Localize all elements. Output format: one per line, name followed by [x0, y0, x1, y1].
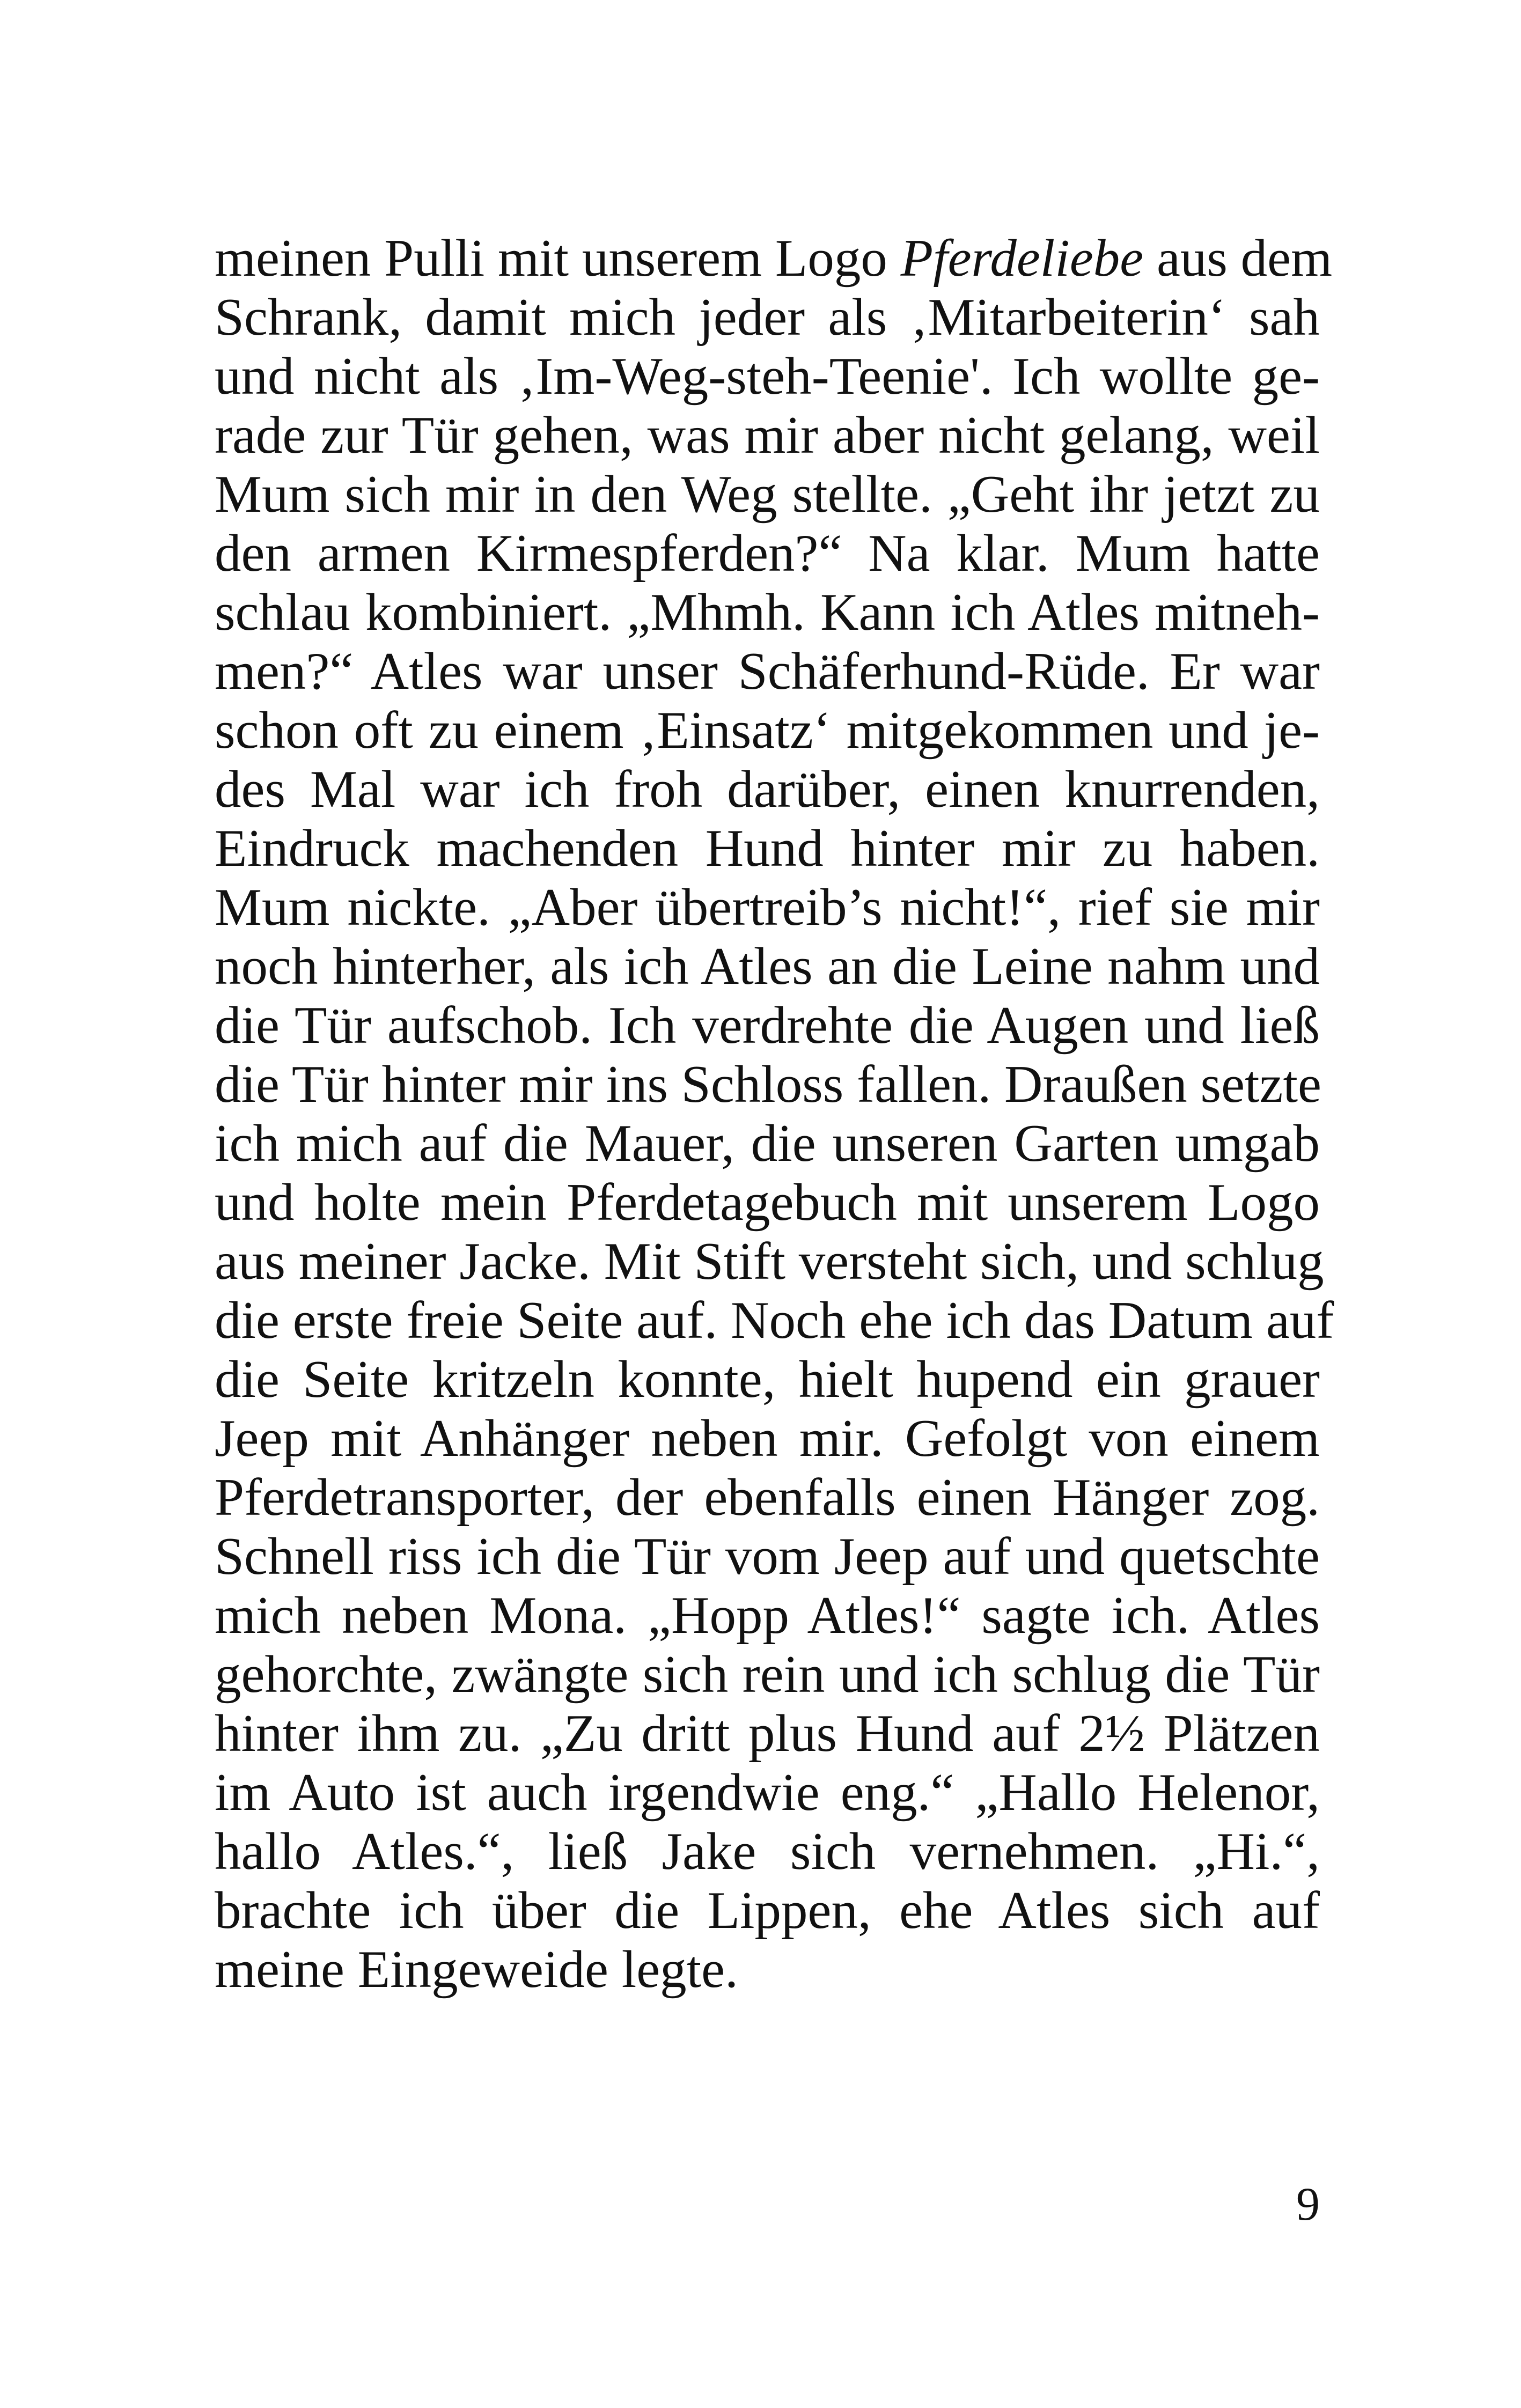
text-line	[215, 524, 1320, 583]
text-line	[215, 1527, 1320, 1586]
text-run: schon oft zu einem ‚Einsatz‘ mitgekommen und je-	[215, 701, 1320, 760]
text-run: aus dem	[1143, 229, 1333, 288]
text-run: hinter ihm zu. „Zu dritt plus Hund auf 2½ Plätzen	[215, 1704, 1320, 1763]
text-line	[215, 819, 1320, 878]
text-line	[215, 1173, 1320, 1232]
text-line	[215, 878, 1320, 937]
text-line	[215, 406, 1320, 465]
text-line	[215, 1468, 1320, 1527]
text-run: Schnell riss ich die Tür vom Jeep auf und quetschte	[215, 1527, 1320, 1586]
text-line	[215, 1114, 1320, 1173]
text-run: Mum sich mir in den Weg stellte. „Geht ihr jetzt zu	[215, 465, 1320, 524]
text-run: hallo Atles.“, ließ Jake sich vernehmen. „Hi.“,	[215, 1822, 1320, 1881]
text-run: und nicht als ‚Im-Weg-steh-Teenie'. Ich wollte ge-	[215, 347, 1320, 406]
text-run: die Tür aufschob. Ich verdrehte die Augen und ließ	[215, 996, 1320, 1055]
text-run: meine Eingeweide legte.	[215, 1940, 738, 1999]
text-line	[215, 347, 1320, 406]
text-run: gehorchte, zwängte sich rein und ich schlug die Tür	[215, 1645, 1320, 1704]
text-run: des Mal war ich froh darüber, einen knurrenden,	[215, 760, 1320, 819]
text-line	[215, 1940, 1320, 1999]
text-line	[215, 1350, 1320, 1409]
text-line	[215, 465, 1320, 524]
text-line	[215, 583, 1320, 642]
text-line	[215, 1409, 1320, 1468]
text-run: Mum nickte. „Aber übertreib’s nicht!“, rief sie mir	[215, 878, 1320, 937]
text-run: noch hinterher, als ich Atles an die Leine nahm und	[215, 937, 1320, 996]
text-line	[215, 229, 1333, 288]
text-run: Eindruck machenden Hund hinter mir zu haben.	[215, 819, 1320, 878]
text-run: den armen Kirmespferden?“ Na klar. Mum hatte	[215, 524, 1320, 583]
text-line	[215, 760, 1320, 819]
text-run: schlau kombiniert. „Mhmh. Kann ich Atles mitneh-	[215, 583, 1320, 642]
text-run: mich neben Mona. „Hopp Atles!“ sagte ich. Atles	[215, 1586, 1320, 1645]
text-run: Jeep mit Anhänger neben mir. Gefolgt von einem	[215, 1409, 1320, 1468]
text-run: aus meiner Jacke. Mit Stift versteht sich, und schlug	[215, 1232, 1324, 1291]
text-run: Schrank, damit mich jeder als ‚Mitarbeiterin‘ sah	[215, 288, 1320, 347]
text-run: ich mich auf die Mauer, die unseren Garten umgab	[215, 1114, 1320, 1173]
text-line	[215, 937, 1320, 996]
text-run: die Seite kritzeln konnte, hielt hupend ein grauer	[215, 1350, 1320, 1409]
text-line	[215, 1645, 1320, 1704]
text-run: im Auto ist auch irgendwie eng.“ „Hallo Helenor,	[215, 1763, 1320, 1822]
text-line	[215, 288, 1320, 347]
page-number: 9	[1296, 2178, 1320, 2230]
text-line	[215, 1232, 1324, 1291]
text-line	[215, 701, 1320, 760]
text-line	[215, 1586, 1320, 1645]
text-line	[215, 1881, 1320, 1940]
italic-logo-text: Pferdeliebe	[900, 229, 1144, 288]
text-run: und holte mein Pferdetagebuch mit unserem Logo	[215, 1173, 1320, 1232]
text-line	[215, 1704, 1320, 1763]
body-text	[215, 229, 1334, 1999]
text-line	[215, 1822, 1320, 1881]
text-run: brachte ich über die Lippen, ehe Atles sich auf	[215, 1881, 1320, 1940]
text-line	[215, 1763, 1320, 1822]
text-run: die erste freie Seite auf. Noch ehe ich das Datum auf	[215, 1291, 1334, 1350]
text-run: die Tür hinter mir ins Schloss fallen. Draußen setzte	[215, 1055, 1321, 1114]
text-line	[215, 996, 1320, 1055]
text-line	[215, 642, 1320, 701]
text-run: meinen Pulli mit unserem Logo	[215, 229, 901, 288]
text-line	[215, 1291, 1334, 1350]
text-line	[215, 1055, 1320, 1114]
text-run: men?“ Atles war unser Schäferhund-Rüde. Er war	[215, 642, 1320, 701]
text-run: rade zur Tür gehen, was mir aber nicht gelang, weil	[215, 406, 1320, 465]
text-run: Pferdetransporter, der ebenfalls einen Hänger zog.	[215, 1468, 1320, 1527]
